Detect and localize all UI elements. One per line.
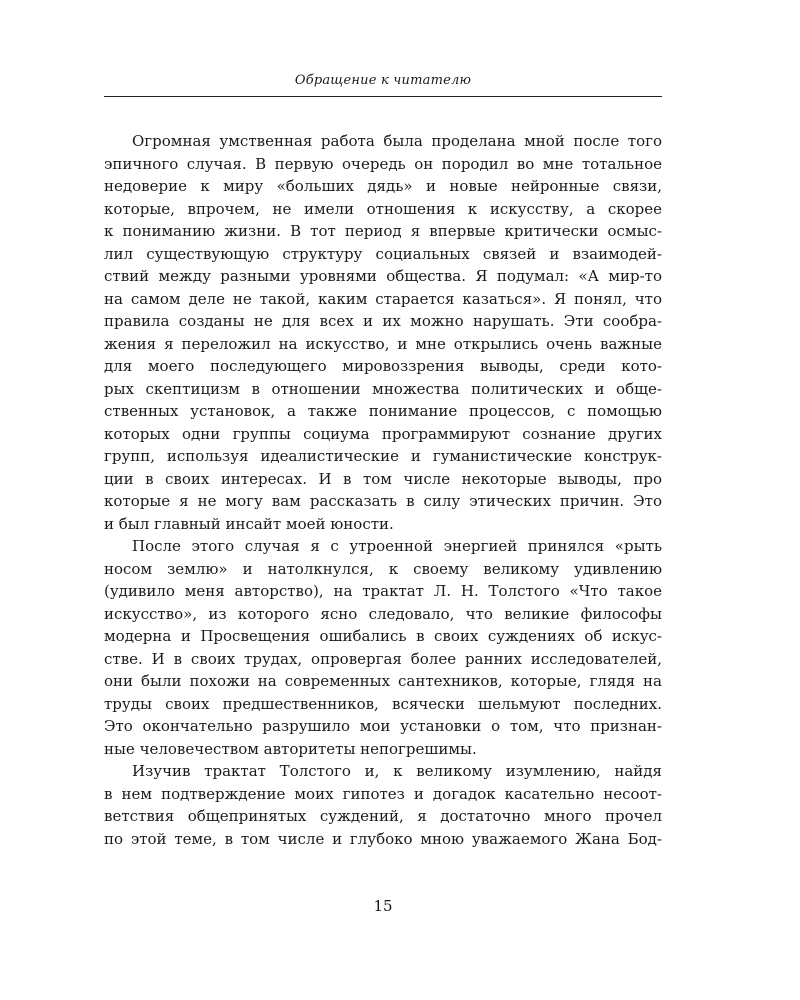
text-line: Изучив трактат Толстого и, к великому изумлению, найдя [132, 762, 662, 780]
text-line: по этой теме, в том числе и глубоко мною уважаемого Жана Бод- [104, 829, 662, 848]
text-line: и был главный инсайт моей юности. [104, 514, 394, 533]
text-line: ствий между разными уровнями общества. Я подумал: «А мир-то [104, 267, 662, 285]
text-line: в нем подтверждение моих гипотез и догадок касательно несоот- [104, 784, 662, 803]
text-line: ные человечеством авторитеты непогрешимы. [104, 739, 477, 758]
text-line: которые, впрочем, не имели отношения к искусству, а скорее [104, 199, 662, 218]
text-line: для моего последующего мировоззрения выводы, среди кото- [104, 357, 662, 375]
text-line: После этого случая я с утроенной энергией принялся «рыть [132, 537, 662, 555]
text-line: стве. И в своих трудах, опровергая более ранних исследователей, [104, 649, 662, 668]
header-rule [104, 96, 662, 97]
text-line: они были похожи на современных сантехников, которые, глядя на [104, 672, 662, 690]
text-line: правила созданы не для всех и их можно нарушать. Эти сообра- [104, 312, 662, 330]
text-line: модерна и Просвещения ошибались в своих суждениях об искус- [104, 627, 662, 645]
text-line: труды своих предшественников, всячески шельмуют последних. [104, 694, 662, 713]
text-line: ции в своих интересах. И в том числе некоторые выводы, про [104, 469, 662, 488]
text-line: Огромная умственная работа была проделана мной после того [132, 132, 662, 150]
text-line: к пониманию жизни. В тот период я впервые критически осмыс- [104, 222, 662, 240]
text-line: ветствия общепринятых суждений, я достаточно много прочел [104, 807, 662, 825]
page-number: 15 [373, 897, 393, 915]
text-line: ственных установок, а также понимание процессов, с помощью [104, 402, 662, 420]
running-header: Обращение к читателю [294, 73, 472, 88]
text-line: эпичного случая. В первую очередь он породил во мне тотальное [104, 154, 662, 173]
body-text [104, 130, 662, 850]
text-line: искусство», из которого ясно следовало, что великие философы [104, 604, 662, 623]
text-line: рых скептицизм в отношении множества политических и обще- [104, 379, 662, 398]
text-line: носом землю» и натолкнулся, к своему великому удивлению [104, 559, 662, 578]
text-line: Это окончательно разрушило мои установки о том, что признан- [104, 717, 662, 735]
text-line: жения я переложил на искусство, и мне открылись очень важные [104, 334, 662, 353]
text-line: (удивило меня авторство), на трактат Л. Н. Толстого «Что такое [104, 582, 662, 600]
text-line: которые я не могу вам рассказать в силу этических причин. Это [104, 492, 662, 510]
text-line: групп, используя идеалистические и гуманистические конструк- [104, 447, 662, 465]
text-line: которых одни группы социума программируют сознание других [104, 424, 662, 443]
text-line: лил существующую структуру социальных связей и взаимодей- [104, 244, 662, 263]
text-line: недоверие к миру «больших дядь» и новые нейронные связи, [104, 177, 662, 195]
text-line: на самом деле не такой, каким старается казаться». Я понял, что [104, 289, 662, 308]
